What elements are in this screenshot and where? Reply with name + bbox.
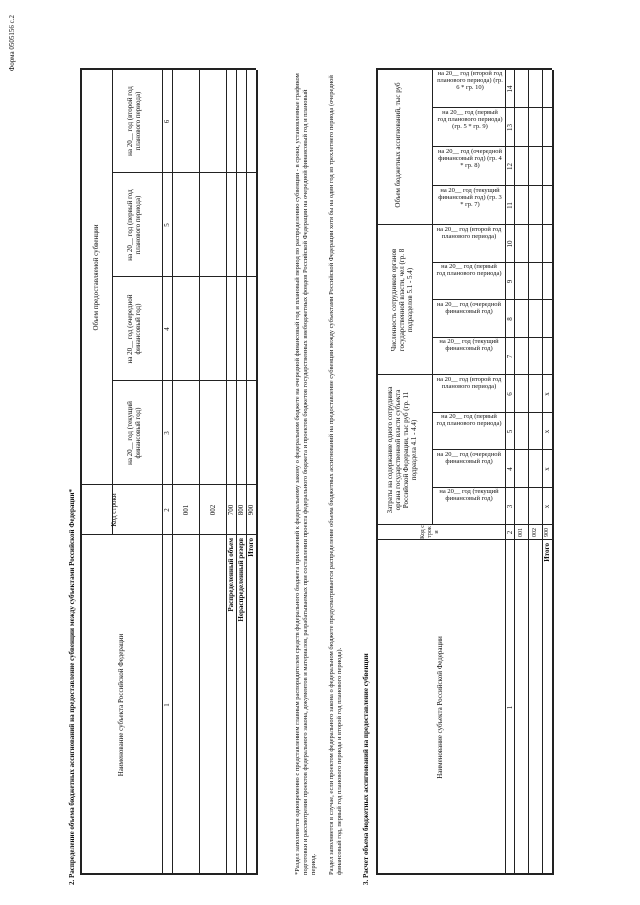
form-label: Форма 0505156 с.2 [8, 15, 16, 72]
s3-sub-b1: на 20__ год (текущий финансовый год) [439, 338, 499, 352]
s3-sub-c2: на 20__ год (очередной финансовый год) (гр. 4 * гр. 8) [437, 148, 503, 169]
s2-colnum-6: 6 [163, 119, 171, 124]
s3-colnum-14: 14 [506, 85, 514, 93]
footnote-p1: *Раздел заполняется одновременно с представлением главным распорядителем средств федерального бюджета приложений к федеральному закону о федеральном бюджете на очередной финансовый год и плановый период по распределению субвенции - в сроки, установленные графиком подготовки и рассмотрения проектов федерального закона, документов и материалов, разрабатываемых при составлении проекта федерального бюджета и проектов бюджетов государственных внебюджетных фондов Российской Федерации на очередной финансовый год и плановый период. [294, 73, 317, 875]
s3-colnum-3: 3 [506, 504, 514, 509]
s3-colnum-1: 1 [506, 705, 514, 710]
s3-total-x-6: x [543, 392, 551, 396]
s3-colnum-7: 7 [506, 354, 514, 359]
section3-title: 3. Расчет объема бюджетных ассигнований на предоставление субвенции [362, 653, 370, 885]
s3-header-code: Код строки [420, 525, 440, 539]
s3-row-code-002: 002 [532, 528, 538, 537]
s2-colnum-3: 3 [163, 431, 171, 435]
s2-row-code-001: 001 [182, 504, 190, 516]
s3-sub-a2: на 20__ год (очередной финансовый год) [436, 451, 502, 465]
s3-group-a: Затраты на содержание одного сотрудника органа государственной власти субъекта Российской Федерации, тыс руб (гр. 11 подраздела 4.1 - 4.4) [386, 386, 418, 514]
s2-label-total: Итого [247, 538, 255, 557]
s3-sub-a1: на 20__ год (текущий финансовый год) [439, 488, 499, 502]
s3-sub-a3: на 20__ год (первый год планового периода) [436, 413, 502, 427]
s3-colnum-5: 5 [506, 429, 514, 434]
s3-total-x-3: x [543, 504, 551, 509]
s3-colnum-6: 6 [506, 392, 514, 396]
s2-header-plan1: на 20__ год (первый год планового периода) [126, 189, 142, 261]
s3-total-x-4: x [543, 467, 551, 471]
s3-total-x-5: x [543, 429, 551, 434]
s3-sub-b4: на 20__ год (второй год планового периода) [436, 226, 502, 240]
s2-colnum-2: 2 [163, 508, 171, 512]
s3-row-code-001: 001 [518, 528, 524, 537]
s2-label-distributed: Распределенный объем [227, 538, 235, 612]
s2-row-code-002: 002 [209, 504, 217, 516]
s3-row-code-900: 900 [544, 528, 550, 537]
s2-header-code: Код строки [110, 493, 118, 527]
s3-colnum-10: 10 [506, 240, 514, 248]
s2-label-undistributed: Нераспределенный резерв [237, 538, 245, 622]
s3-header-name: Наименование субъекта Российской Федерации [436, 636, 444, 779]
s2-row-code-700: 700 [227, 504, 235, 516]
s3-colnum-11: 11 [506, 202, 514, 209]
footnote-p2: Раздел заполняется в случае, если проектом федерального закона о федеральном бюджете предусматривается распределение объема бюджетных ассигнований на предоставление субвенции между субъектами Российской Федерации хотя бы на один год из трехлетнего периода (очередной финансовый год, первый год планового периода и второй год планового периода). [328, 75, 343, 875]
s3-colnum-2: 2 [506, 530, 514, 535]
s2-colnum-1: 1 [163, 703, 171, 707]
s3-label-total: Итого [543, 543, 551, 562]
s2-header-plan2: на 20__ год (второй год планового периода) [126, 86, 142, 156]
s3-colnum-8: 8 [506, 317, 514, 321]
s3-sub-b3: на 20__ год (первый год планового периода) [436, 263, 502, 277]
s3-sub-a4: на 20__ год (второй год планового периода) [436, 376, 502, 390]
s2-row-code-800: 800 [237, 504, 245, 516]
s3-sub-c1: на 20__ год (текущий финансовый год) (гр. 3 * гр. 7) [438, 187, 502, 208]
s3-sub-b2: на 20__ год (очередной финансовый год) [436, 301, 502, 315]
s2-header-current: на 20__ год (текущий финансовый год) [126, 401, 142, 465]
section2-title: 2. Распределение объема бюджетных ассигнований на предоставление субвенции между субъектами Российской Федерации* [68, 489, 76, 885]
s3-colnum-9: 9 [506, 279, 514, 284]
s2-header-volume: Объем предоставляемой субвенции [92, 224, 100, 331]
s3-sub-c3: на 20__ год (первый год планового периода) (гр. 5 * гр. 9) [437, 109, 503, 130]
s3-group-b: Численность сотрудников органов государственной власти, чел (гр. 8 подразделов 5.1 - 5.4) [390, 248, 414, 352]
s2-row-code-900: 900 [247, 504, 255, 516]
s2-colnum-4: 4 [163, 327, 171, 331]
s3-colnum-4: 4 [506, 467, 514, 471]
s2-header-next: на 20__ год (очередной финансовый год) [126, 294, 142, 364]
s2-colnum-5: 5 [163, 223, 171, 227]
s3-colnum-13: 13 [506, 124, 514, 131]
s3-group-c: Объем бюджетных ассигнований, тыс руб [394, 82, 402, 208]
s3-sub-c4: на 20__ год (второй год планового периода) (гр. 6 * гр. 10) [437, 70, 503, 91]
s2-header-name: Наименование субъекта Российской Федерации [117, 633, 125, 777]
s3-colnum-12: 12 [506, 163, 514, 170]
